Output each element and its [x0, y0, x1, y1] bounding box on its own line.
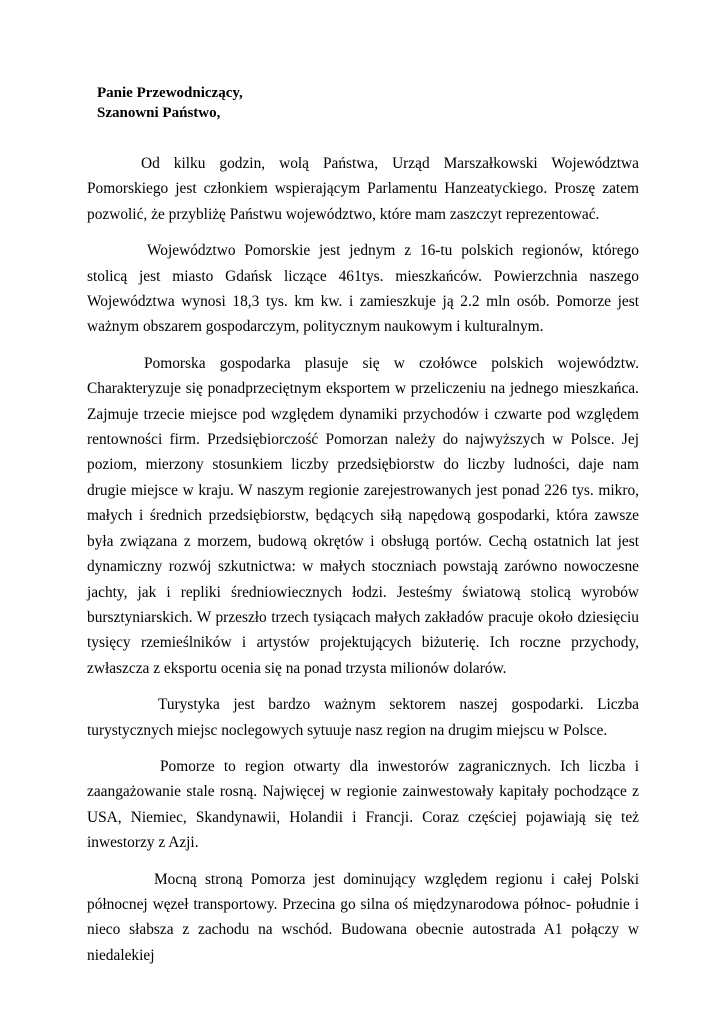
paragraph-investors: Pomorze to region otwarty dla inwestorów zagranicznych. Ich liczba i zaangażowanie stale rosną. Najwięcej w regionie zainwestowały kapitały pochodzące z USA, Niemiec, Skandynawii, Holandii i Francji. Coraz częściej pojawiają się też inwestorzy z Azji. [87, 757, 639, 852]
paragraph-economy: Pomorska gospodarka plasuje się w czołówce polskich województw. Charakteryzuje się ponadprzeciętnym eksportem w przeliczeniu na jednego mieszkańca. Zajmuje trzecie miejsce pod względem dynamiki przychodów i czwarte pod względem rentowności firm. Przedsiębiorczość Pomorzan należy do najwyższych w Polsce. Jej poziom, mierzony stosunkiem liczby przedsiębiorstw do liczby ludności, daje nam drugie miejsce w kraju. W naszym regionie zarejestrowanych jest ponad 226 tys. mikro, małych i średnich przedsiębiorstw, będących siłą napędową gospodarki, która zawsze była związana z morzem, budową okrętów i obsługą portów. Cechą ostatnich lat jest dynamiczny rozwój szkutnictwa: w małych stoczniach powstają zarówno nowoczesne jachty, jak i repliki średniowiecznych łodzi. Jesteśmy światową stolicą wyrobów bursztyniarskich. W przeszło trzech tysiącach małych zakładów pracuje około dziesięciu tysięcy rzemieślników i artystów projektujących biżuterię. Ich roczne przychody, zwłaszcza z eksportu ocenia się na ponad trzysta milionów dolarów. [87, 354, 639, 677]
paragraph-transport: Mocną stroną Pomorza jest dominujący względem regionu i całej Polski północnej węzeł transportowy. Przecina go silna oś międzynarodowa północ- południe i nieco słabsza z zachodu na wschód. Budowana obecnie autostrada A1 połączy w niedalekiej [87, 870, 639, 964]
salutation [97, 83, 243, 123]
paragraph-region-overview: Województwo Pomorskie jest jednym z 16-tu polskich regionów, którego stolicą jest miasto Gdańsk liczące 461tys. mieszkańców. Powierzchnia naszego Województwa wynosi 18,3 tys. km kw. i zamieszkuje ją 2.2 mln osób. Pomorze jest ważnym obszarem gospodarczym, politycznym naukowym i kulturalnym. [87, 242, 639, 336]
paragraph-tourism: Turystyka jest bardzo ważnym sektorem naszej gospodarki. Liczba turystycznych miejsc noclegowych sytuuje nasz region na drugim miejscu w Polsce. [87, 696, 639, 739]
salutation-line-2: Szanowni Państwo, [97, 105, 221, 121]
paragraph-membership: Od kilku godzin, wolą Państwa, Urząd Marszałkowski Województwa Pomorskiego jest członkiem wspierającym Parlamentu Hanzeatyckiego. Proszę zatem pozwolić, że przybliżę Państwu województwo, które mam zaszczyt reprezentować. [87, 155, 639, 223]
salutation-line-1: Panie Przewodniczący, [97, 85, 243, 101]
letter-body [87, 151, 639, 979]
